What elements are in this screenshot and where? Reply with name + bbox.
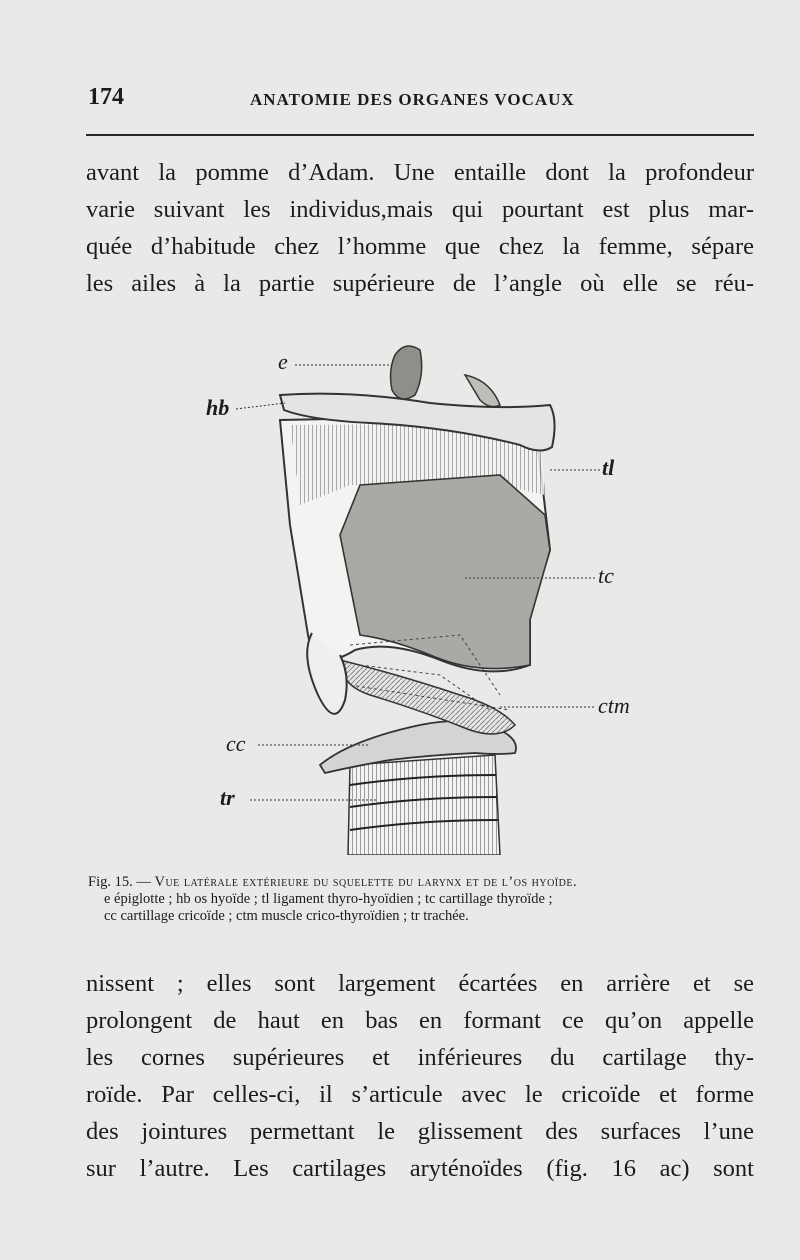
caption-number: Fig. 15. — [88, 874, 151, 890]
body-line: avant la pomme d’Adam. Une entaille dont la profondeur [86, 159, 754, 186]
label-tc: tc [598, 563, 614, 588]
figure-caption [86, 874, 754, 925]
body-line: les ailes à la partie supérieure de l’angle où elle se réu- [86, 270, 754, 297]
label-e: e [278, 349, 288, 374]
label-tl: tl [602, 455, 615, 480]
caption-title: Vue latérale extérieure du squelette du larynx et de l’os hyoïde. [154, 874, 578, 890]
header-rule [86, 134, 754, 136]
body-line: les cornes supérieures et inférieures du cartilage thy- [86, 1044, 754, 1071]
label-tr: tr [220, 785, 235, 810]
body-line: prolongent de haut en bas en formant ce qu’on appelle [86, 1007, 754, 1034]
running-title: ANATOMIE DES ORGANES VOCAUX [250, 90, 575, 109]
larynx-illustration [200, 335, 640, 855]
body-line: quée d’habitude chez l’homme que chez la femme, sépare [86, 233, 754, 260]
caption-line-2: e épiglotte ; hb os hyoïde ; tl ligament thyro-hyoïdien ; tc cartillage thyroïde ; [104, 891, 553, 907]
epiglottis-shape [391, 346, 422, 399]
body-line: nissent ; elles sont largement écartées en arrière et se [86, 970, 754, 997]
label-hb: hb [206, 395, 230, 420]
body-line: varie suivant les individus,mais qui pourtant est plus mar- [86, 196, 754, 223]
larynx-figure [200, 335, 640, 855]
label-ctm: ctm [598, 693, 630, 718]
caption-line-3: cc cartillage cricoïde ; ctm muscle crico-thyroïdien ; tr trachée. [104, 908, 469, 924]
label-cc: cc [226, 731, 246, 756]
body-line: des jointures permettant le glissement des surfaces l’une [86, 1118, 754, 1145]
page-number: 174 [88, 84, 124, 110]
body-line: roïde. Par celles-ci, il s’articule avec le cricoïde et forme [86, 1081, 754, 1108]
body-line: sur l’autre. Les cartilages aryténoïdes (fig. 16 ac) sont [86, 1155, 754, 1182]
leader-hb [236, 403, 285, 409]
